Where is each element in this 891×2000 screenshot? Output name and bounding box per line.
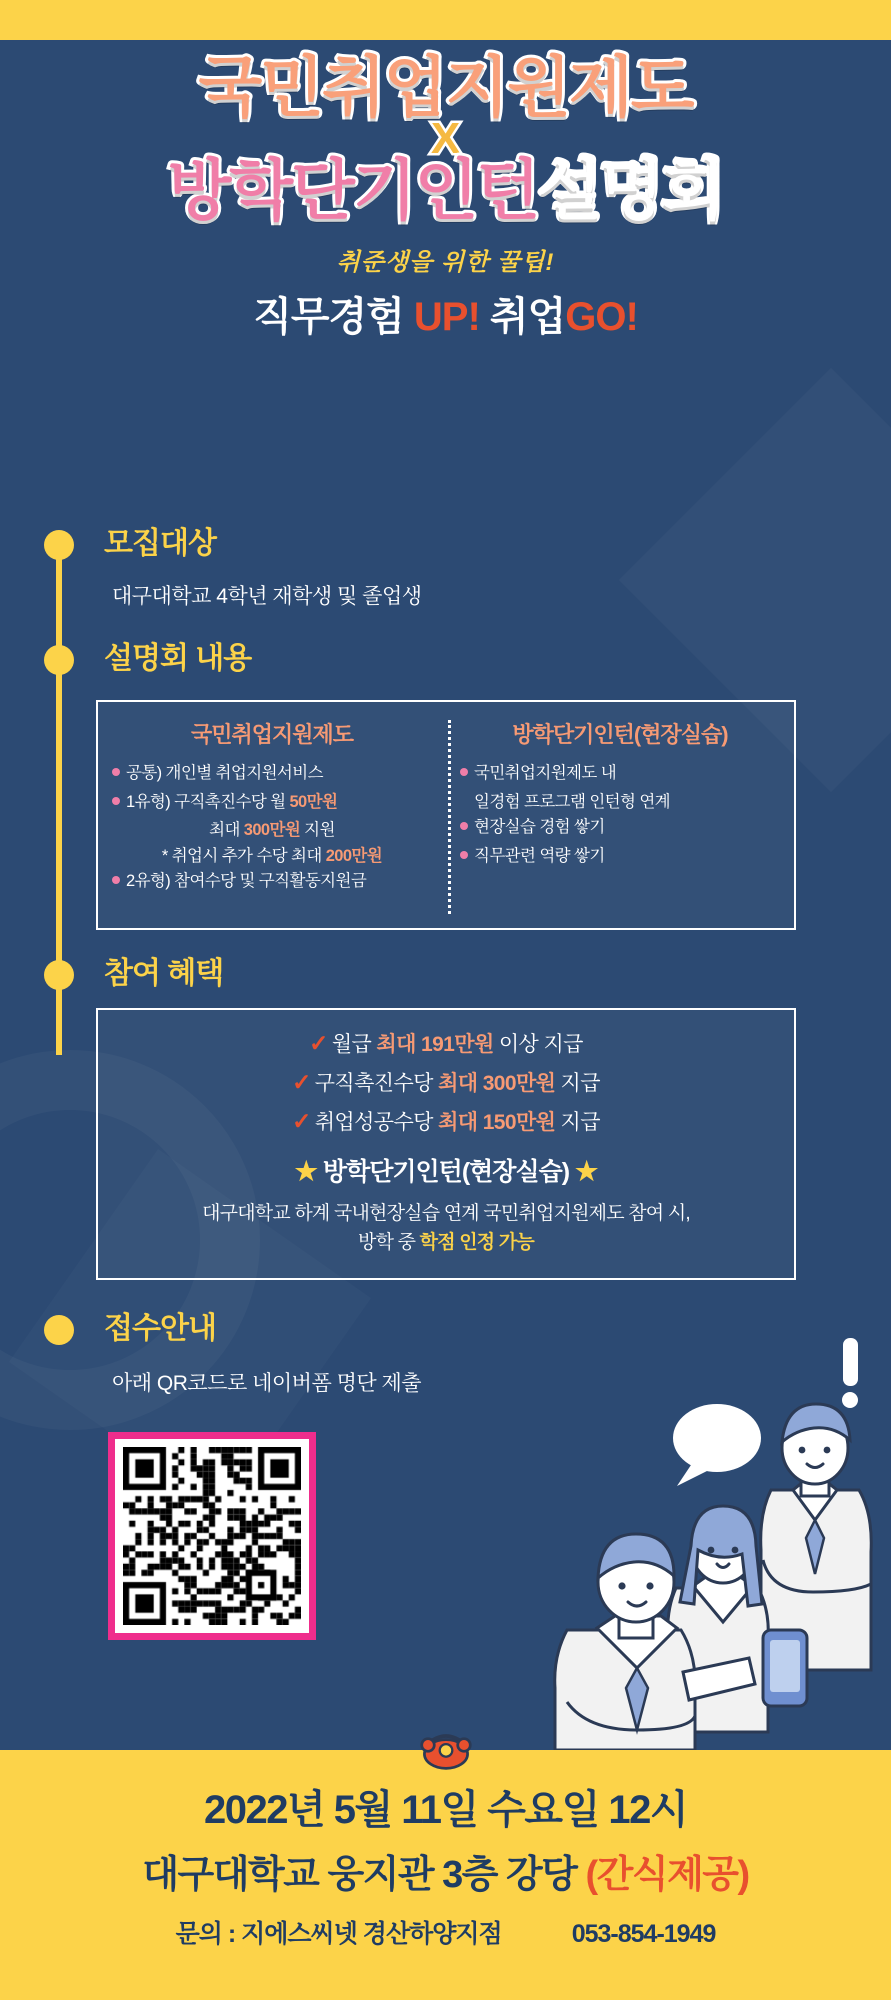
subtitle-part-1: 직무경험 <box>253 295 414 340</box>
timeline-dot-3 <box>44 960 74 990</box>
title-line-2-white: 설명회 <box>538 152 724 227</box>
event-location-note: (간식제공) <box>585 1854 749 1896</box>
content-box-divider <box>448 720 451 914</box>
bullet-dot-icon <box>112 768 120 776</box>
highlight: 50만원 <box>289 792 338 811</box>
benefit-footnote-line-1: 대구대학교 하계 국내현장실습 연계 국민취업지원제도 참여 시, <box>202 1203 690 1224</box>
benefit-row: ✓ 구직촉진수당 최대 300만원 지급 <box>292 1069 600 1095</box>
benefit-row: ✓ 취업성공수당 최대 150만원 지급 <box>292 1108 600 1134</box>
highlight: 300만원 <box>243 821 301 840</box>
content-col-left-list <box>112 761 432 895</box>
star-icon: ★ <box>575 1156 598 1186</box>
benefit-footnote-line-2: 방학 중 학점 인정 가능 <box>358 1231 534 1253</box>
bullet-dot-icon <box>112 797 120 805</box>
list-item: * 취업시 추가 수당 최대 200만원 <box>161 846 383 865</box>
benefit-star-label: 방학단기인턴(현장실습) <box>322 1158 570 1186</box>
content-col-right-list <box>460 761 780 869</box>
highlight: 최대 300만원 <box>438 1072 556 1095</box>
timeline-dot-1 <box>44 530 74 560</box>
speech-bubble-icon <box>673 1404 761 1486</box>
bottom-info <box>0 1750 891 2000</box>
qr-code[interactable] <box>108 1432 316 1640</box>
highlight: 최대 150만원 <box>438 1111 556 1134</box>
bullet-dot-icon <box>112 876 120 884</box>
section-apply-text: 아래 QR코드로 네이버폼 명단 제출 <box>112 1372 422 1395</box>
subtitle-script: 취준생을 위한 꿀팁! <box>336 249 555 277</box>
subtitle-part-2: 취업 <box>479 295 566 340</box>
bullet-dot-icon <box>460 822 468 830</box>
title-x-separator: X <box>430 114 461 164</box>
check-icon: ✓ <box>292 1108 311 1134</box>
list-item: 최대 300만원 지원 <box>209 821 335 840</box>
title-line-2 <box>0 152 891 227</box>
top-bar <box>0 0 891 40</box>
bullet-dot-icon <box>460 768 468 776</box>
section-heading-target: 모집대상 <box>104 527 216 560</box>
list-item-text: 2유형) 참여수당 및 구직활동지원금 <box>126 872 367 891</box>
list-item <box>112 761 432 787</box>
list-item <box>460 815 780 841</box>
event-location <box>0 1843 891 1898</box>
benefit-box <box>96 1008 796 1280</box>
timeline-dot-2 <box>44 645 74 675</box>
telephone-icon <box>419 1718 473 1772</box>
title-line-1: 국민취업지원제도 <box>198 50 693 124</box>
contact-label: 문의 : 지에스씨넷 경산하양지점 <box>175 1920 502 1948</box>
qr-code-canvas <box>123 1447 301 1625</box>
list-item <box>460 844 780 870</box>
highlight: 학점 인정 가능 <box>419 1231 534 1253</box>
subtitle-up: UP! <box>413 295 480 340</box>
event-datetime: 2022년 5월 11일 수요일 12시 <box>204 1788 687 1832</box>
list-item <box>112 869 432 895</box>
list-item <box>460 761 780 787</box>
people-illustration <box>471 1330 891 1750</box>
content-box <box>96 700 796 930</box>
list-item-text: 1유형) 구직촉진수당 월 50만원 <box>126 792 338 811</box>
highlight: 최대 191만원 <box>376 1033 494 1056</box>
highlight: 200만원 <box>325 846 383 865</box>
subtitle-go: GO! <box>565 295 638 340</box>
list-item-text: 국민취업지원제도 내 <box>474 764 617 782</box>
event-location-main: 대구대학교 웅지관 3층 강당 <box>142 1854 586 1896</box>
content-col-left-title: 국민취업지원제도 <box>190 722 354 747</box>
list-item-text: 현장실습 경험 쌓기 <box>474 818 605 837</box>
list-item <box>112 790 432 816</box>
section-heading-content: 설명회 내용 <box>104 642 252 675</box>
section-target-text: 대구대학교 4학년 재학생 및 졸업생 <box>112 585 422 608</box>
contact-phone: 053-854-1949 <box>571 1920 716 1948</box>
list-item-text: 직무관련 역량 쌓기 <box>474 846 605 865</box>
content-col-right <box>446 702 794 928</box>
smartphone-icon <box>763 1630 807 1706</box>
list-item: 일경험 프로그램 인턴형 연계 <box>474 792 671 811</box>
person-seated <box>555 1534 695 1750</box>
benefit-row: ✓ 월급 최대 191만원 이상 지급 <box>309 1030 583 1056</box>
title-block <box>0 52 891 342</box>
benefit-footnote <box>98 1200 794 1257</box>
section-heading-apply: 접수안내 <box>104 1312 216 1345</box>
list-item-text: 공통) 개인별 취업지원서비스 <box>126 764 323 782</box>
content-col-left <box>98 702 446 928</box>
section-heading-benefits: 참여 혜택 <box>104 957 224 990</box>
star-icon: ★ <box>294 1156 317 1186</box>
contact-row <box>0 1914 891 1950</box>
check-icon: ✓ <box>309 1030 328 1056</box>
benefit-star-title <box>98 1152 794 1188</box>
bullet-dot-icon <box>460 851 468 859</box>
exclamation-mark-icon <box>842 1338 858 1408</box>
timeline-dot-4 <box>44 1315 74 1345</box>
check-icon: ✓ <box>292 1069 311 1095</box>
subtitle-main <box>0 285 891 342</box>
content-col-right-title: 방학단기인턴(현장실습) <box>512 722 728 747</box>
title-line-2-pink: 방학단기인턴 <box>167 152 539 227</box>
